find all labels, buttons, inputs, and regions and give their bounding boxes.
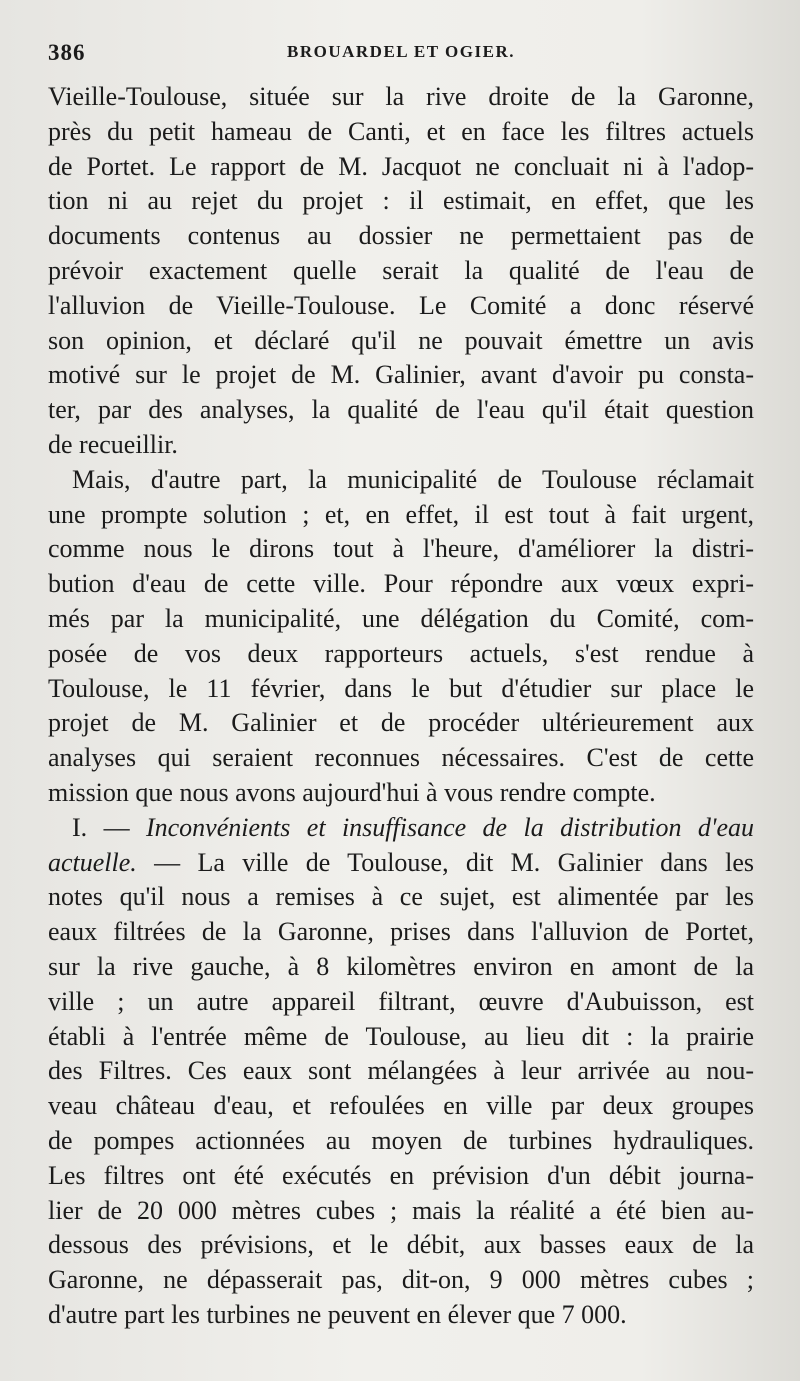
text-line: Garonne, ne dépasserait pas, dit-on, 9 000 mètres cubes ; <box>48 1265 754 1295</box>
text-line: bution d'eau de cette ville. Pour répondre aux vœux expri- <box>48 569 754 599</box>
text-line: dessous des prévisions, et le débit, aux basses eaux de la <box>48 1230 754 1260</box>
section-number: I. — <box>72 812 130 842</box>
section-heading: Inconvénients et insuffisance de la distribution d'eau <box>145 812 754 842</box>
text-line: mission que nous avons aujourd'hui à vous rendre compte. <box>48 777 656 807</box>
text-line: comme nous le dirons tout à l'heure, d'améliorer la distri- <box>48 534 754 564</box>
text-line: prévoir exactement quelle serait la qualité de l'eau de <box>48 255 754 285</box>
text-line: Toulouse, le 11 février, dans le but d'étudier sur place le <box>48 673 754 703</box>
text-line: ter, par des analyses, la qualité de l'eau qu'il était question <box>48 395 754 425</box>
text-line: son opinion, et déclaré qu'il ne pouvait émettre un avis <box>48 325 754 355</box>
section-dash: — <box>154 847 181 877</box>
text-line: projet de M. Galinier et de procéder ultérieurement aux <box>48 708 754 738</box>
text-line: d'autre part les turbines ne peuvent en élever que 7 000. <box>48 1299 627 1329</box>
text-line: l'alluvion de Vieille-Toulouse. Le Comité a donc réservé <box>48 290 754 320</box>
text-line: sur la rive gauche, à 8 kilomètres environ en amont de la <box>48 951 754 981</box>
text-line: de Portet. Le rapport de M. Jacquot ne concluait ni à l'adop- <box>48 151 754 181</box>
text-line: motivé sur le projet de M. Galinier, avant d'avoir pu consta- <box>48 360 754 390</box>
text-line: eaux filtrées de la Garonne, prises dans l'alluvion de Portet, <box>48 917 754 947</box>
text-line: Les filtres ont été exécutés en prévision d'un débit journa- <box>48 1160 754 1190</box>
text-line <box>48 846 754 881</box>
text-line: lier de 20 000 mètres cubes ; mais la réalité a été bien au- <box>48 1195 754 1225</box>
running-title: BROUARDEL ET OGIER. <box>287 42 515 61</box>
paragraph-1 <box>48 80 754 463</box>
page-number: 386 <box>48 40 86 65</box>
text-line: posée de vos deux rapporteurs actuels, s'est rendue à <box>48 638 754 668</box>
running-head <box>48 36 754 80</box>
text-line: établi à l'entrée même de Toulouse, au lieu dit : la prairie <box>48 1021 754 1051</box>
body-text <box>48 80 754 1333</box>
text-line: des Filtres. Ces eaux sont mélangées à leur arrivée au nou- <box>48 1056 754 1086</box>
text-line: Mais, d'autre part, la municipalité de Toulouse réclamait <box>72 464 754 494</box>
text-line: ville ; un autre appareil filtrant, œuvre d'Aubuisson, est <box>48 986 754 1016</box>
text-line: veau château d'eau, et refoulées en ville par deux groupes <box>48 1091 754 1121</box>
text-line: més par la municipalité, une délégation du Comité, com- <box>48 603 754 633</box>
section-1 <box>48 811 754 1333</box>
text-line: documents contenus au dossier ne permettaient pas de <box>48 221 754 251</box>
section-heading-continued: actuelle. <box>48 847 137 877</box>
paragraph-2 <box>48 463 754 811</box>
text-line: près du petit hameau de Canti, et en face les filtres actuels <box>48 116 754 146</box>
section-text-start: La ville de Toulouse, dit M. Galinier dans les <box>197 847 754 877</box>
text-line: de pompes actionnées au moyen de turbines hydrauliques. <box>48 1125 754 1155</box>
text-line: une prompte solution ; et, en effet, il est tout à fait urgent, <box>48 499 754 529</box>
text-line: analyses qui seraient reconnues nécessaires. C'est de cette <box>48 743 754 773</box>
text-line: notes qu'il nous a remises à ce sujet, est alimentée par les <box>48 882 754 912</box>
text-line: de recueillir. <box>48 429 178 459</box>
text-line: Vieille-Toulouse, située sur la rive droite de la Garonne, <box>48 82 754 111</box>
section-heading-line <box>48 811 754 846</box>
text-line: tion ni au rejet du projet : il estimait, en effet, que les <box>48 186 754 216</box>
